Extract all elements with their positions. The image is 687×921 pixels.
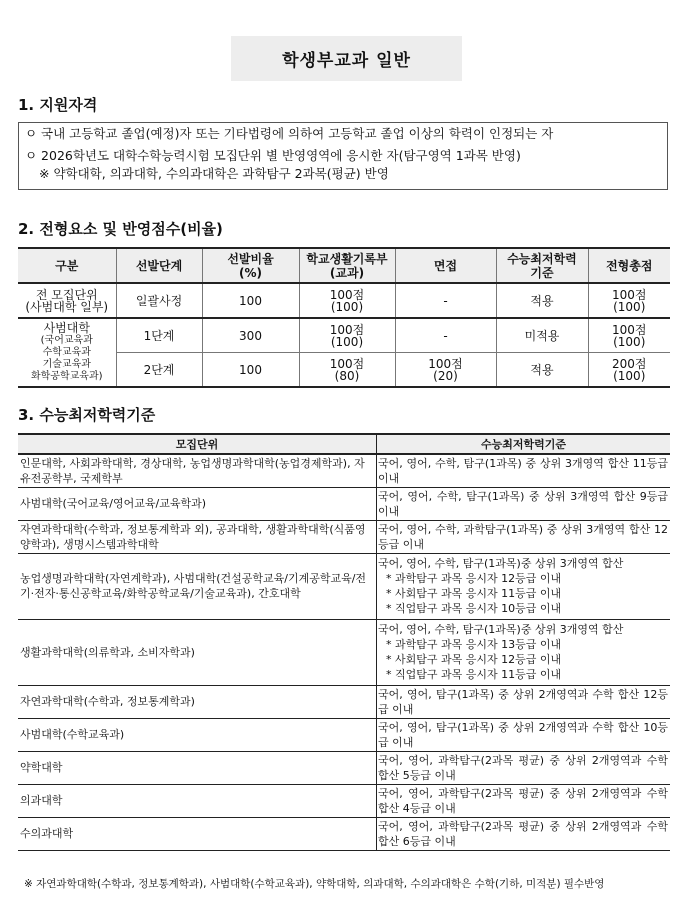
cell-stage: 1단계	[116, 318, 202, 353]
table-row	[18, 487, 670, 520]
table-row	[18, 685, 670, 718]
header-category: 구분	[18, 248, 116, 283]
section-heading-elements: 2. 전형요소 및 반영점수(비율)	[18, 220, 223, 238]
cell-csat: 적용	[496, 353, 588, 388]
header-stage: 선발단계	[116, 248, 202, 283]
cell-unit: 사범대학(국어교육/영어교육/교육학과)	[18, 487, 377, 520]
eligibility-item: ㅇ 국내 고등학교 졸업(예정)자 또는 기타법령에 의하여 고등학교 졸업 이상의 학력이 인정되는 자	[25, 126, 554, 141]
criteria-bullet: * 사회탐구 과목 응시자 11등급 이내	[386, 587, 562, 600]
cell-criteria: 국어, 영어, 과학탐구(2과목 평균) 중 상위 2개영역과 수학 합산 4등급 이내	[377, 784, 671, 817]
criteria-bullet: * 직업탐구 과목 응시자 11등급 이내	[386, 668, 562, 681]
cell-school-record: 100점 (100)	[299, 283, 395, 318]
table-row	[18, 817, 670, 850]
cell-interview: -	[395, 283, 496, 318]
eligibility-box	[18, 122, 668, 190]
header-ratio: 선발비율 (%)	[202, 248, 299, 283]
document-title: 학생부교과 일반	[231, 36, 462, 81]
table-row	[18, 553, 670, 619]
cell-unit: 농업생명과학대학(자연계학과), 사범대학(건설공학교육/기계공학교육/전기·전자·통신공학교육/화학공학교육/기술교육과), 간호대학	[18, 553, 377, 619]
cell-criteria: 국어, 영어, 수학, 탐구(1과목) 중 상위 3개영역 합산 9등급 이내	[377, 487, 671, 520]
cell-unit: 생활과학대학(의류학과, 소비자학과)	[18, 619, 377, 685]
criteria-bullet: * 직업탐구 과목 응시자 10등급 이내	[386, 602, 562, 615]
cell-total: 100점 (100)	[588, 283, 670, 318]
csat-minimum-table	[18, 433, 670, 851]
selection-elements-table	[18, 247, 670, 388]
header-school-record: 학교생활기록부 (교과)	[299, 248, 395, 283]
cell-criteria: 국어, 영어, 수학, 과학탐구(1과목) 중 상위 3개영역 합산 12등급 이내	[377, 520, 671, 553]
cell-criteria: 국어, 영어, 수학, 탐구(1과목)중 상위 3개영역 합산 * 과학탐구 과목 응시자 13등급 이내 * 사회탐구 과목 응시자 12등급 이내 * 직업탐구 과목 응시자 11등급 이내	[377, 619, 671, 685]
cell-ratio: 300	[202, 318, 299, 353]
cell-unit: 사범대학(수학교육과)	[18, 718, 377, 751]
criteria-bullet: * 과학탐구 과목 응시자 13등급 이내	[386, 638, 562, 651]
cell-category: 사범대학 (국어교육과 수학교육과 기술교육과 화학공학교육과)	[18, 318, 116, 387]
header-total-score: 전형총점	[588, 248, 670, 283]
cell-stage: 2단계	[116, 353, 202, 388]
cell-total: 100점 (100)	[588, 318, 670, 353]
table-row	[18, 784, 670, 817]
cell-school-record: 100점 (80)	[299, 353, 395, 388]
cell-criteria: 국어, 영어, 과학탐구(2과목 평균) 중 상위 2개영역과 수학 합산 5등급 이내	[377, 751, 671, 784]
table-row	[18, 520, 670, 553]
criteria-bullet: * 과학탐구 과목 응시자 12등급 이내	[386, 572, 562, 585]
header-csat-minimum: 수능최저학력 기준	[496, 248, 588, 283]
cell-criteria: 국어, 영어, 탐구(1과목) 중 상위 2개영역과 수학 합산 12등급 이내	[377, 685, 671, 718]
cell-criteria: 국어, 영어, 수학, 탐구(1과목)중 상위 3개영역 합산 * 과학탐구 과목 응시자 12등급 이내 * 사회탐구 과목 응시자 11등급 이내 * 직업탐구 과목 응시자 10등급 이내	[377, 553, 671, 619]
table-row	[18, 454, 670, 487]
cell-ratio: 100	[202, 283, 299, 318]
cell-stage: 일괄사정	[116, 283, 202, 318]
table-row	[18, 283, 670, 318]
table-header-row	[18, 248, 670, 283]
table-row	[18, 353, 670, 388]
criteria-bullet: * 사회탐구 과목 응시자 12등급 이내	[386, 653, 562, 666]
eligibility-note: ※ 약학대학, 의과대학, 수의과대학은 과학탐구 2과목(평균) 반영	[39, 166, 389, 181]
cell-unit: 자연과학대학(수학과, 정보통계학과 외), 공과대학, 생활과학대학(식품영양학과), 생명시스템과학대학	[18, 520, 377, 553]
cell-unit: 인문대학, 사회과학대학, 경상대학, 농업생명과학대학(농업경제학과), 자유전공학부, 국제학부	[18, 454, 377, 487]
section-heading-eligibility: 1. 지원자격	[18, 96, 98, 114]
cell-school-record: 100점 (100)	[299, 318, 395, 353]
table-row	[18, 718, 670, 751]
header-unit: 모집단위	[18, 434, 377, 454]
table-header-row	[18, 434, 670, 454]
cell-criteria: 국어, 영어, 과학탐구(2과목 평균) 중 상위 2개영역과 수학 합산 6등급 이내	[377, 817, 671, 850]
table-row	[18, 318, 670, 353]
section-heading-csat-minimum: 3. 수능최저학력기준	[18, 406, 156, 424]
cell-unit: 약학대학	[18, 751, 377, 784]
cell-total: 200점 (100)	[588, 353, 670, 388]
cell-category: 전 모집단위 (사범대학 일부)	[18, 283, 116, 318]
table-row	[18, 751, 670, 784]
cell-unit: 수의과대학	[18, 817, 377, 850]
cell-unit: 자연과학대학(수학과, 정보통계학과)	[18, 685, 377, 718]
cell-ratio: 100	[202, 353, 299, 388]
cell-criteria: 국어, 영어, 수학, 탐구(1과목) 중 상위 3개영역 합산 11등급 이내	[377, 454, 671, 487]
cell-csat: 적용	[496, 283, 588, 318]
cell-csat: 미적용	[496, 318, 588, 353]
cell-interview: 100점 (20)	[395, 353, 496, 388]
header-interview: 면접	[395, 248, 496, 283]
footnote: ※ 자연과학대학(수학과, 정보통계학과), 사범대학(수학교육과), 약학대학, 의과대학, 수의과대학은 수학(기하, 미적분) 필수반영	[24, 878, 605, 890]
header-criteria: 수능최저학력기준	[377, 434, 671, 454]
cell-criteria: 국어, 영어, 탐구(1과목) 중 상위 2개영역과 수학 합산 10등급 이내	[377, 718, 671, 751]
cell-interview: -	[395, 318, 496, 353]
table-row	[18, 619, 670, 685]
cell-unit: 의과대학	[18, 784, 377, 817]
eligibility-item: ㅇ 2026학년도 대학수학능력시험 모집단위 별 반영영역에 응시한 자(탐구영역 1과목 반영)	[25, 148, 521, 163]
